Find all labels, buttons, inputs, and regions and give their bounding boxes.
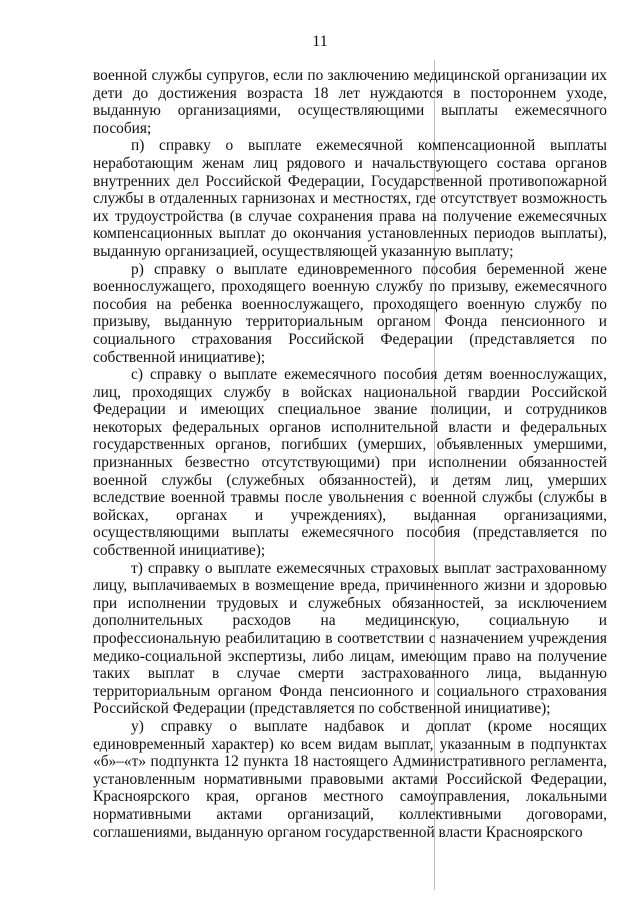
paragraph-continuation: военной службы супругов, если по заключению медицинской организации их дети до достижения возраста 18 лет нуждаются в постороннем уходе, выданную организациями, осуществляющими выплаты ежемесячного пособия; (93, 67, 607, 137)
paragraph-item-r: р) справку о выплате единовременного пособия беременной жене военнослужащего, проходящего военную службу по призыву, ежемесячного пособия на ребенка военнослужащего, проходящего военную службу по призыву, выданную территориальным органом Фонда пенсионного и социального страхования Российской Федерации (представляется по собственной инициативе); (93, 260, 607, 366)
paragraph-item-s: с) справку о выплате ежемесячного пособия детям военнослужащих, лиц, проходящих службу в войсках национальной гвардии Российской Федерации и имеющих специальное звание полиции, и сотрудников некоторых федеральных органов исполнительной власти и федеральных государственных органов, погибших (умерших, объявленных умершими, признанных безвестно отсутствующими) при исполнении обязанностей военной службы (служебных обязанностей), и детям лиц, умерших вследствие военной травмы после увольнения с военной службы (службы в войсках, органах и учреждениях), выданная организациями, осуществляющими выплаты ежемесячного пособия (представляется по собственной инициативе); (93, 366, 607, 560)
paragraph-item-t: т) справку о выплате ежемесячных страховых выплат застрахованному лицу, выплачиваемых в возмещение вреда, причиненного жизни и здоровью при исполнении трудовых и служебных обязанностей, за исключением дополнительных расходов на медицинскую, социальную и профессиональную реабилитацию в соответствии с назначением учреждения медико-социальной экспертизы, либо лицам, имеющим право на получение таких выплат в случае смерти застрахованного лица, выданную территориальным органом Фонда пенсионного и социального страхования Российской Федерации (представляется по собственной инициативе); (93, 559, 607, 718)
paragraph-item-u: у) справку о выплате надбавок и доплат (кроме носящих единовременный характер) ко всем видам выплат, указанным в подпунктах «б»–«т» подпункта 12 пункта 18 настоящего Административного регламента, установленным нормативными правовыми актами Российской Федерации, Красноярского края, органов местного самоуправления, локальными нормативными актами организаций, коллективными договорами, соглашениями, выданную органом государственной власти Красноярского (93, 717, 607, 841)
page-number: 11 (312, 33, 328, 50)
paragraph-item-p: п) справку о выплате ежемесячной компенсационной выплаты неработающим женам лиц рядового и начальствующего состава органов внутренних дел Российской Федерации, Государственной противопожарной службы в отдаленных гарнизонах и местностях, где отсутствует возможность их трудоустройства (в случае сохранения права на получение ежемесячных компенсационных выплат до окончания установленных периодов выплаты), выданную организацией, осуществляющей указанную выплату; (93, 137, 607, 260)
document-body (93, 67, 607, 841)
